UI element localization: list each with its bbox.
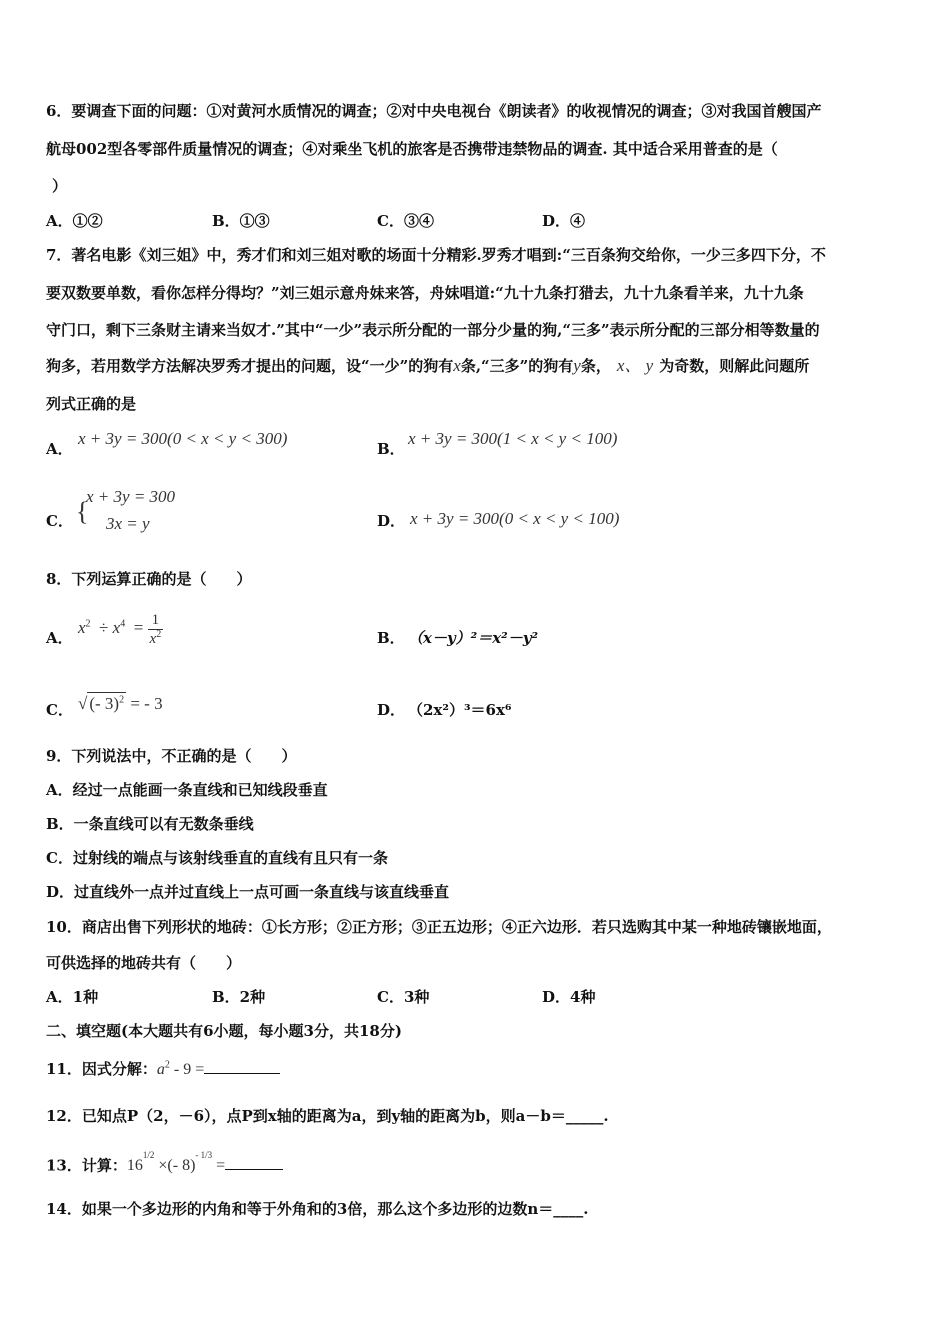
q7-line3: 守门口，剩下三条财主请来当奴才.”其中“一少”表示所分配的一部分少量的狗,“三多”表示所分配的三部分相等数量的: [46, 321, 820, 339]
q7-line4-a: 狗多，若用数学方法解决罗秀才提出的问题，设“一少”的狗有: [46, 357, 454, 375]
q8-option-a-expr: $x^2 \div x^4$ = $\frac{1}{x^2}$: [78, 611, 162, 647]
section-2-heading: 二、填空题(本大题共有6小题，每小题3分，共18分): [46, 1022, 402, 1040]
q9-option-a: A．经过一点能画一条直线和已知线段垂直: [46, 781, 328, 799]
q11-answer-blank: [204, 1059, 280, 1074]
q7-line4-d: 为奇数，则解此问题所: [659, 357, 810, 375]
q9-option-d: D．过直线外一点并过直线上一点可画一条直线与该直线垂直: [46, 883, 450, 901]
q7-option-c-label: C．: [46, 512, 73, 530]
q9-option-b: B．一条直线可以有无数条垂线: [46, 815, 254, 833]
q7-option-d-label: D．: [377, 512, 406, 530]
q6-line1: 6．要调查下面的问题：①对黄河水质情况的调查；②对中央电视台《朗读者》的收视情况的调查；③对我国首艘国产: [46, 102, 822, 120]
q7-line1: 7．著名电影《刘三姐》中，秀才们和刘三姐对歌的场面十分精彩.罗秀才唱到:“三百条狗交给你，一少三多四下分，不: [46, 246, 826, 264]
q10-line2: 可供选择的地砖共有（ ）: [46, 954, 242, 972]
q7-var-y: y: [573, 356, 581, 375]
q7-option-a-label: A．: [46, 440, 73, 458]
q11-expr: - 9 =: [173, 1061, 205, 1078]
q6-line2: 航母002型各零部件质量情况的调查；④对乘坐飞机的旅客是否携带违禁物品的调查. 其中适合采用普查的是（: [46, 140, 778, 158]
q8-option-c-rhs: = - 3: [130, 694, 163, 713]
q10-line1: 10．商店出售下列形状的地砖：①长方形；②正方形；③正五边形；④正六边形．若只选购其中某一种地砖镶嵌地面，: [46, 918, 832, 936]
q10-option-d: D．4种: [542, 988, 596, 1006]
q6-option-c: C．③④: [377, 212, 434, 230]
q10-option-b: B．2种: [212, 988, 266, 1006]
q12-text: 12．已知点P（2，－6），点P到x轴的距离为a，到y轴的距离为b，则a－b＝_____.: [46, 1107, 609, 1125]
q13-answer-blank: [225, 1155, 283, 1170]
q7-option-d-expr: x + 3y = 300(0 < x < y < 100): [410, 509, 620, 528]
q7-line5: 列式正确的是: [46, 395, 137, 413]
q7-line4-c: 条，: [580, 357, 611, 375]
q7-var-x: x: [453, 356, 461, 375]
q9-stem: 9．下列说法中，不正确的是（ ）: [46, 747, 297, 765]
q6-option-a: A．①②: [46, 212, 103, 230]
q8-option-b-label: B．: [377, 629, 405, 647]
q10-option-c: C．3种: [377, 988, 430, 1006]
q7-option-b-label: B．: [377, 440, 405, 458]
q7-option-c-brace: {: [76, 497, 89, 527]
q13-label: 13．计算：: [46, 1156, 127, 1175]
q11: 11．因式分解：$a^2 - 9$ =: [46, 1058, 280, 1081]
q7-option-b-expr: x + 3y = 300(1 < x < y < 100): [408, 429, 618, 448]
q14-text: 14．如果一个多边形的内角和等于外角和的3倍，那么这个多边形的边数n＝____.: [46, 1200, 589, 1218]
q11-label: 11．因式分解：: [46, 1060, 157, 1078]
q7-line4-b: 条,“三多”的狗有: [460, 357, 574, 375]
q6-option-b: B．①③: [212, 212, 270, 230]
q8-stem: 8．下列运算正确的是（ ）: [46, 570, 252, 588]
q7-option-c-eq2: 3x = y: [106, 514, 150, 533]
q10-option-a: A．1种: [46, 988, 99, 1006]
q8-option-d-label: D．: [377, 701, 406, 719]
q8-option-c-expr: √ (- 3)$^2$ = - 3: [78, 694, 163, 713]
q7-line4: [46, 355, 809, 377]
q8-option-a-label: A．: [46, 629, 73, 647]
q9-option-c: C．过射线的端点与该射线垂直的直线有且只有一条: [46, 849, 388, 867]
q7-var-xy: x、 y: [616, 356, 654, 375]
q7-option-a-expr: x + 3y = 300(0 < x < y < 300): [78, 429, 288, 448]
q7-option-c-eq1: x + 3y = 300: [86, 487, 176, 506]
q7-line2: 要双数要单数，看你怎样分得均？”刘三姐示意舟妹来答，舟妹唱道:“九十九条打猎去，九十九条看羊来，九十九条: [46, 284, 804, 302]
q8-option-b-expr: （x－y）²＝x²－y²: [408, 629, 539, 647]
q8-option-d-expr: （2x²）³＝6x⁶: [408, 701, 512, 719]
q6-line3: ）: [52, 177, 68, 195]
q13: 13．计算：$16^{1/2}$ ×(- 8)$^{- 1/3}$ =: [46, 1150, 283, 1177]
sqrt-sign-icon: √: [78, 694, 88, 713]
q6-option-d: D．④: [542, 212, 586, 230]
q8-option-c-label: C．: [46, 701, 73, 719]
